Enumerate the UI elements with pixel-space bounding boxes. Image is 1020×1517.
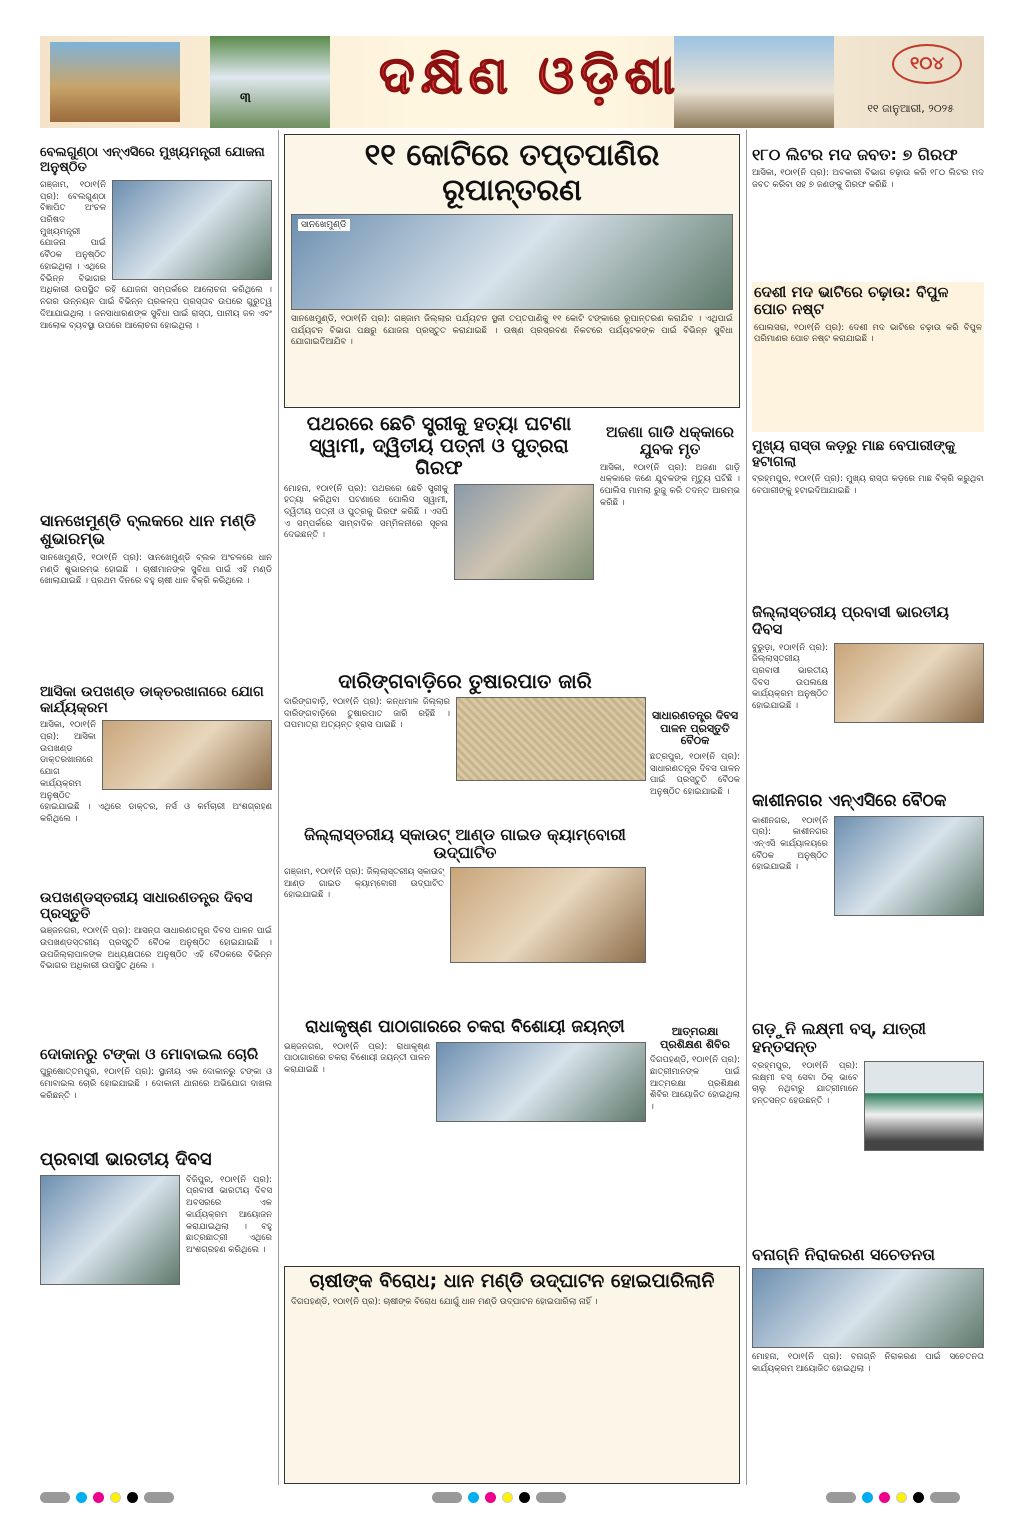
- article: [40, 512, 272, 678]
- article-headline: ଗଡ଼ୁନି ଲକ୍ଷ୍ମୀ ବସ୍, ଯାତ୍ରୀ ହନ୍ତସନ୍ତ: [752, 1020, 927, 1057]
- article-body: ମୋହନା, ୧୦ା୧(ନି ପ୍ର): ପଥରରେ ଛେଚି ସ୍ତ୍ରୀକୁ ହତ୍ୟା କରିଥିବା ଘଟଣାରେ ପୋଲିସ ସ୍ୱାମୀ, ଦ୍ୱିତୀୟ ପତ୍ନୀ ଓ ପୁତ୍ରକୁ ଗିରଫ କରିଛି । ଏସପି ଏ ସମ୍ପର୍କରେ ସାମ୍ବାଦିକ ସମ୍ମିଳନୀରେ ସୂଚନା ଦେଇଛନ୍ତି ।: [284, 483, 448, 541]
- masthead-waterfall-photo: [210, 36, 330, 128]
- page-number: ୩: [240, 90, 252, 106]
- article-headline: ଦେଶୀ ମଦ ଭାଟିରେ ଚଢ଼ାଉ: ବିପୁଳ ପୋଚ ନଷ୍ଟ: [754, 283, 949, 319]
- article-photo: [456, 697, 646, 781]
- article-headline: ସାଧାରଣତନ୍ତ୍ର ଦିବସ ପାଳନ ପ୍ରସ୍ତୁତି ବୈଠକ: [651, 710, 739, 748]
- article-body: ଭଞ୍ଜନଗର, ୧୦ା୧(ନି ପ୍ର): ରାଧାକୃଷ୍ଣ ପାଠାଗାରରେ ଚକରା ବିଶୋୟୀ ଜୟନ୍ତୀ ପାଳନ କରାଯାଇଛି ।: [284, 1041, 430, 1075]
- article: [752, 1020, 984, 1242]
- print-mark: [76, 1492, 87, 1503]
- print-mark: [913, 1492, 924, 1503]
- article: [40, 1046, 272, 1146]
- article-headline: ଉପଖଣ୍ଡସ୍ତରୀୟ ସାଧାରଣତନ୍ତ୍ର ଦିବସ ପ୍ରସ୍ତୁତି: [40, 890, 253, 923]
- article: [752, 146, 984, 276]
- masthead: [40, 36, 984, 128]
- article-body: ଆସିକା, ୧୦ା୧(ନି ପ୍ର): ଅବକାରୀ ବିଭାଗ ଚଢ଼ାଉ କରି ୧୮୦ ଲିଟର ମଦ ଜବତ କରିବା ସହ ୭ ଜଣଙ୍କୁ ଗିରଫ କରିଛି ।: [752, 168, 984, 191]
- print-mark: [879, 1492, 890, 1503]
- print-mark: [519, 1492, 530, 1503]
- article-headline: ଜିଲ୍ଲାସ୍ତରୀୟ ସ୍କାଉଟ୍ ଆଣ୍ଡ ଗାଇଡ କ୍ୟାମ୍ବୋରୀ ଉଦ୍‌ଘାଟିତ: [304, 826, 626, 863]
- print-mark: [110, 1492, 121, 1503]
- article-body: ଭଞ୍ଜନଗର, ୧୦ା୧(ନି ପ୍ର): ଆସନ୍ତା ସାଧାରଣତନ୍ତ୍ର ଦିବସ ପାଳନ ପାଇଁ ଉପଖଣ୍ଡସ୍ତରୀୟ ପ୍ରସ୍ତୁତି ବୈଠକ ଅନୁଷ୍ଠିତ ହୋଇଯାଇଛି । ଉପଜିଲ୍ଲାପାଳଙ୍କ ଅଧ୍ୟକ୍ଷତାରେ ଅନୁଷ୍ଠିତ ଏହି ବୈଠକରେ ବିଭିନ୍ନ ବିଭାଗର ଅଧିକାରୀ ଉପସ୍ଥିତ ଥିଲେ ।: [40, 926, 272, 972]
- newspaper-logo: ୧୦୪: [892, 44, 962, 84]
- article: [752, 282, 984, 432]
- article-body: ଛତ୍ରପୁର, ୧୦ା୧(ନି ପ୍ର): ସାଧାରଣତନ୍ତ୍ର ଦିବସ ପାଳନ ପାଇଁ ପ୍ରସ୍ତୁତି ବୈଠକ ଅନୁଷ୍ଠିତ ହୋଇଯାଇଛି ।: [650, 751, 740, 798]
- article-photo: [40, 1175, 180, 1285]
- article-photo: [291, 214, 733, 310]
- article-photo: [864, 1061, 984, 1151]
- article: [752, 604, 984, 786]
- article-body: ସାନଖେମୁଣ୍ଡି, ୧୦ା୧(ନି ପ୍ର): ଗଞ୍ଜାମ ଜିଲ୍ଲାର ପର୍ଯ୍ୟଟନ ସ୍ଥଳୀ ତପ୍ତପାଣିକୁ ୧୧ କୋଟି ଟଙ୍କାରେ ରୂପାନ୍ତରଣ କରାଯିବ । ଏଥିପାଇଁ ପର୍ଯ୍ୟଟନ ବିଭାଗ ପକ୍ଷରୁ ଯୋଜନା ପ୍ରସ୍ତୁତ କରାଯାଇଛି । ଉଷ୍ଣ ପ୍ରସ୍ରବଣ ନିକଟରେ ପର୍ଯ୍ୟଟକଙ୍କ ପାଇଁ ବିଭିନ୍ନ ସୁବିଧା ଯୋଗାଇଦିଆଯିବ ।: [291, 314, 733, 348]
- print-marks-left: [40, 1492, 174, 1503]
- page-title: ଦକ୍ଷିଣ ଓଡ଼ିଶା: [378, 46, 682, 106]
- article-lead: [284, 134, 740, 408]
- article-body: ପୋଲସରା, ୧୦ା୧(ନି ପ୍ର): ଦେଶୀ ମଦ ଭାଟିରେ ଚଢ଼ାଉ କରି ବିପୁଳ ପରିମାଣର ପୋଚ ନଷ୍ଟ କରାଯାଇଛି ।: [754, 322, 982, 345]
- article-headline: ଆତ୍ମରକ୍ଷା ପ୍ରଶିକ୍ଷଣ ଶିବିର: [660, 1026, 730, 1051]
- article: [284, 414, 594, 664]
- print-marks-right: [826, 1492, 960, 1503]
- article-headline: ୧୧ କୋଟିରେ ତପ୍ତପାଣିର ରୂପାନ୍ତରଣ: [364, 138, 660, 208]
- article-photo: [112, 180, 272, 280]
- print-mark: [432, 1492, 462, 1503]
- article-headline: ବନାଗ୍ନି ନିରାକରଣ ସଚେତନତା: [752, 1246, 935, 1264]
- article: [284, 826, 646, 1012]
- article: [752, 438, 984, 598]
- masthead-temple-photo: [50, 42, 180, 122]
- print-mark: [144, 1492, 174, 1503]
- article-body: କାଶୀନଗର, ୧୦ା୧(ନି ପ୍ର): କାଶୀନଗର ଏନ୍‌ଏସି କାର୍ଯ୍ୟାଳୟରେ ବୈଠକ ଅନୁଷ୍ଠିତ ହୋଇଯାଇଛି ।: [752, 815, 828, 873]
- article-headline: ଦାରିଙ୍ଗବାଡ଼ିରେ ତୁଷାରପାତ ଜାରି: [338, 670, 592, 693]
- article-photo: [102, 720, 272, 790]
- print-mark: [93, 1492, 104, 1503]
- article: [40, 1150, 272, 1482]
- print-mark: [826, 1492, 856, 1503]
- article-headline: ଆସିକା ଉପଖଣ୍ଡ ଡାକ୍ତରଖାନାରେ ଯୋଗ କାର୍ଯ୍ୟକ୍ରମ: [40, 684, 264, 717]
- article: [752, 792, 984, 1014]
- article-headline: ରାଧାକୃଷ୍ଣ ପାଠାଗାରରେ ଚକରା ବିଶୋୟୀ ଜୟନ୍ତୀ: [305, 1018, 625, 1037]
- article-headline: ପଥରରେ ଛେଚି ସ୍ତ୍ରୀକୁ ହତ୍ୟା ଘଟଣା ସ୍ୱାମୀ, ଦ୍ୱିତୀୟ ପତ୍ନୀ ଓ ପୁତ୍ରରା ଗିରଫ: [306, 414, 572, 479]
- article-headline: ମୁଖ୍ୟ ରାସ୍ତା କଡ଼ରୁ ମାଛ ବେପାରୀଙ୍କୁ ହଟାଗଲା: [752, 438, 956, 471]
- article-headline: କାଶୀନଗର ଏନ୍‌ଏସିରେ ବୈଠକ: [752, 792, 947, 811]
- article-body: ଗଞ୍ଜାମ, ୧୦ା୧(ନି ପ୍ର): ଜିଲ୍ଲାସ୍ତରୀୟ ସ୍କାଉଟ୍ ଆଣ୍ଡ ଗାଇଡ କ୍ୟାମ୍ବୋରୀ ଉଦ୍‌ଘାଟିତ ହୋଇଯାଇଛି ।: [284, 866, 444, 901]
- column-divider: [278, 130, 279, 1485]
- article-photo: [834, 643, 984, 723]
- article: [284, 1018, 646, 1258]
- article-body: ମୋହନା, ୧୦ା୧(ନି ପ୍ର): ବନାଗ୍ନି ନିରାକରଣ ପାଇଁ ସଚେତନତା କାର୍ଯ୍ୟକ୍ରମ ଆୟୋଜିତ ହୋଇଥିଲା ।: [752, 1352, 984, 1375]
- article-headline: ବେଲଗୁଣ୍ଠା ଏନ୍‌ଏସିରେ ମୁଖ୍ୟମନ୍ତ୍ରୀ ଯୋଜନା ଅନୁଷ୍ଠିତ: [40, 146, 265, 175]
- print-mark: [127, 1492, 138, 1503]
- article-photo: [454, 484, 594, 580]
- article-headline: ୧୮୦ ଲିଟର ମଦ ଜବତ: ୭ ଗିରଫ: [752, 146, 958, 164]
- print-mark: [896, 1492, 907, 1503]
- article-photo: [834, 816, 984, 916]
- article-body: ବୁରୁଡ଼ା, ୧୦ା୧(ନି ପ୍ର): ଜିଲ୍ଲାସ୍ତରୀୟ ପ୍ରବାସୀ ଭାରତୀୟ ଦିବସ ଉପଲକ୍ଷେ କାର୍ଯ୍ୟକ୍ରମ ଅନୁଷ୍ଠିତ ହୋଇଯାଇଛି ।: [752, 642, 828, 712]
- article: [600, 424, 740, 704]
- article-body: ଦାରିଙ୍ଗବାଡ଼ି, ୧୦ା୧(ନି ପ୍ର): କନ୍ଧମାଳ ଜିଲ୍ଲାର ଦାରିଙ୍ଗବାଡ଼ିରେ ତୁଷାରପାତ ଜାରି ରହିଛି । ତାପମାତ୍ରା ଅତ୍ୟନ୍ତ ହ୍ରାସ ପାଇଛି ।: [284, 697, 450, 731]
- article-body: ଗଞ୍ଜାମ, ୧୦ା୧(ନି ପ୍ର): ବେଲଗୁଣ୍ଠା ବିଜ୍ଞାପିତ ଅଂଚଳ ପରିଷଦ ମୁଖ୍ୟମନ୍ତ୍ରୀ ଯୋଜନା ପାଇଁ ବୈଠକ ଅନୁଷ୍ଠିତ ହୋଇଥିଲା । ଏଥିରେ ବିଭିନ୍ନ ବିଭାଗର ଅଧିକାରୀ ଉପସ୍ଥିତ ରହି ଯୋଜନା ସମ୍ପର୍କରେ ଆଲୋଚନା କରିଥିଲେ । ନଗର ଉନ୍ନୟନ ପାଇଁ ବିଭିନ୍ନ ପ୍ରକଳ୍ପ ପ୍ରସ୍ତାବ ଉପରେ ଗୁରୁତ୍ୱ ଦିଆଯାଇଥିଲା । ଜନସାଧାରଣଙ୍କ ସୁବିଧା ପାଇଁ ରାସ୍ତା, ପାନୀୟ ଜଳ ଏବଂ ଆଲୋକ ବ୍ୟବସ୍ଥା ଉପରେ ଆଲୋଚନା ହୋଇଥିଲା ।: [40, 179, 272, 331]
- article-headline: ଜିଲ୍ଲାସ୍ତରୀୟ ପ୍ରବାସୀ ଭାରତୀୟ ଦିବସ: [752, 604, 949, 639]
- article-body: ପୁରୁଷୋତ୍ତମପୁର, ୧୦ା୧(ନି ପ୍ର): ସ୍ଥାନୀୟ ଏକ ଦୋକାନରୁ ଟଙ୍କା ଓ ମୋବାଇଲ ଚୋରି ହୋଇଯାଇଛି । ଦୋକାନୀ ଥାନାରେ ଅଭିଯୋଗ ଦାଖଲ କରିଛନ୍ତି ।: [40, 1067, 272, 1101]
- article-body: ବିଜିପୁର, ୧୦ା୧(ନି ପ୍ର): ପ୍ରବାସୀ ଭାରତୀୟ ଦିବସ ଅବସରରେ ଏକ କାର୍ଯ୍ୟକ୍ରମ ଆୟୋଜନ କରାଯାଇଥିଲା । ବହୁ ଛାତ୍ରଛାତ୍ରୀ ଏଥିରେ ଅଂଶଗ୍ରହଣ କରିଥିଲେ ।: [186, 1174, 272, 1255]
- print-mark: [468, 1492, 479, 1503]
- print-mark: [502, 1492, 513, 1503]
- article-headline: ସାନଖେମୁଣ୍ଡି ବ୍ଲକରେ ଧାନ ମଣ୍ଡି ଶୁଭାରମ୍ଭ: [40, 512, 256, 549]
- print-marks-center: [432, 1492, 566, 1503]
- article-body: ଆସିକା, ୧୦ା୧(ନି ପ୍ର): ଅଜଣା ଗାଡ଼ି ଧକ୍କାରେ ଜଣେ ଯୁବକଙ୍କ ମୃତ୍ୟୁ ଘଟିଛି । ପୋଲିସ ମାମଲା ରୁଜୁ କରି ତଦନ୍ତ ଆରମ୍ଭ କରିଛି ।: [600, 462, 740, 508]
- issue-date: ୧୧ ଜାନୁଆରୀ, ୨୦୨୫: [867, 102, 954, 115]
- article-body: ସାନଖେମୁଣ୍ଡି, ୧୦ା୧(ନି ପ୍ର): ସାନଖେମୁଣ୍ଡି ବ୍ଲକ ଅଂଚଳରେ ଧାନ ମଣ୍ଡି ଶୁଭାରମ୍ଭ ହୋଇଛି । ଚାଷୀମାନଙ୍କ ସୁବିଧା ପାଇଁ ଏହି ମଣ୍ଡି ଖୋଲାଯାଇଛି । ପ୍ରଥମ ଦିନରେ ବହୁ ଚାଷୀ ଧାନ ବିକ୍ରି କରିଥିଲେ ।: [40, 552, 272, 587]
- article-headline: ପ୍ରବାସୀ ଭାରତୀୟ ଦିବସ: [40, 1150, 212, 1170]
- article: [650, 710, 740, 1020]
- article: [284, 670, 646, 820]
- article-body: ଦିଗପହଣ୍ଡି, ୧୦ା୧(ନି ପ୍ର): ଚାଷୀଙ୍କ ବିରୋଧ ଯୋଗୁଁ ଧାନ ମଣ୍ଡି ଉଦ୍‌ଘାଟନ ହୋଇପାରିଲା ନାହିଁ ।: [291, 1296, 598, 1307]
- article-photo: [752, 1268, 984, 1348]
- photo-caption: ସାନଖେମୁଣ୍ଡି: [298, 219, 350, 231]
- article-photo: [450, 867, 646, 963]
- article: [40, 146, 272, 506]
- print-mark: [40, 1492, 70, 1503]
- article-headline: ଅଜଣା ଗାଡି ଧକ୍କାରେ ଯୁବକ ମୃତ: [605, 424, 735, 459]
- article-body: ବ୍ରହ୍ମପୁର, ୧୦ା୧(ନି ପ୍ର): ଲକ୍ଷ୍ମୀ ବସ୍ ସେବା ଠିକ୍ ଭାବେ ଚାଲୁ ନଥିବାରୁ ଯାତ୍ରୀମାନେ ହନ୍ତସନ୍ତ ହେଉଛନ୍ତି ।: [752, 1060, 858, 1106]
- article: [752, 1246, 984, 1484]
- column-divider: [746, 130, 747, 1485]
- article: [40, 684, 272, 884]
- article-body: ଦିଗପହଣ୍ଡି, ୧୦ା୧(ନି ପ୍ର): ଛାତ୍ରୀମାନଙ୍କ ପାଇଁ ଆତ୍ମରକ୍ଷା ପ୍ରଶିକ୍ଷଣ ଶିବିର ଆୟୋଜିତ ହୋଇଥିଲା ।: [650, 1055, 740, 1113]
- article-body: ବ୍ରହ୍ମପୁର, ୧୦ା୧(ନି ପ୍ର): ମୁଖ୍ୟ ରାସ୍ତା କଡ଼ରେ ମାଛ ବିକ୍ରି କରୁଥିବା ବେପାରୀଙ୍କୁ ହଟାଇଦିଆଯାଇଛି ।: [752, 474, 984, 496]
- print-mark: [485, 1492, 496, 1503]
- article-headline: ଚାଷୀଙ୍କ ବିରୋଧ; ଧାନ ମଣ୍ଡି ଉଦ୍‌ଘାଟନ ହୋଇପାରିଲାନି: [309, 1270, 715, 1292]
- article-body: ଆସିକା, ୧୦ା୧(ନି ପ୍ର): ଆସିକା ଉପଖଣ୍ଡ ଡାକ୍ତରଖାନାରେ ଯୋଗ କାର୍ଯ୍ୟକ୍ରମ ଅନୁଷ୍ଠିତ ହୋଇଯାଇଛି । ଏଥିରେ ଡାକ୍ତର, ନର୍ସ ଓ କର୍ମଚାରୀ ଅଂଶଗ୍ରହଣ କରିଥିଲେ ।: [40, 720, 272, 824]
- print-mark: [862, 1492, 873, 1503]
- article-headline: ଦୋକାନରୁ ଟଙ୍କା ଓ ମୋବାଇଲ ଚୋରି: [40, 1046, 259, 1063]
- article: [650, 1026, 740, 1260]
- print-mark: [930, 1492, 960, 1503]
- article-photo: [436, 1042, 646, 1122]
- article: [284, 1266, 740, 1484]
- article: [40, 890, 272, 1040]
- print-mark: [536, 1492, 566, 1503]
